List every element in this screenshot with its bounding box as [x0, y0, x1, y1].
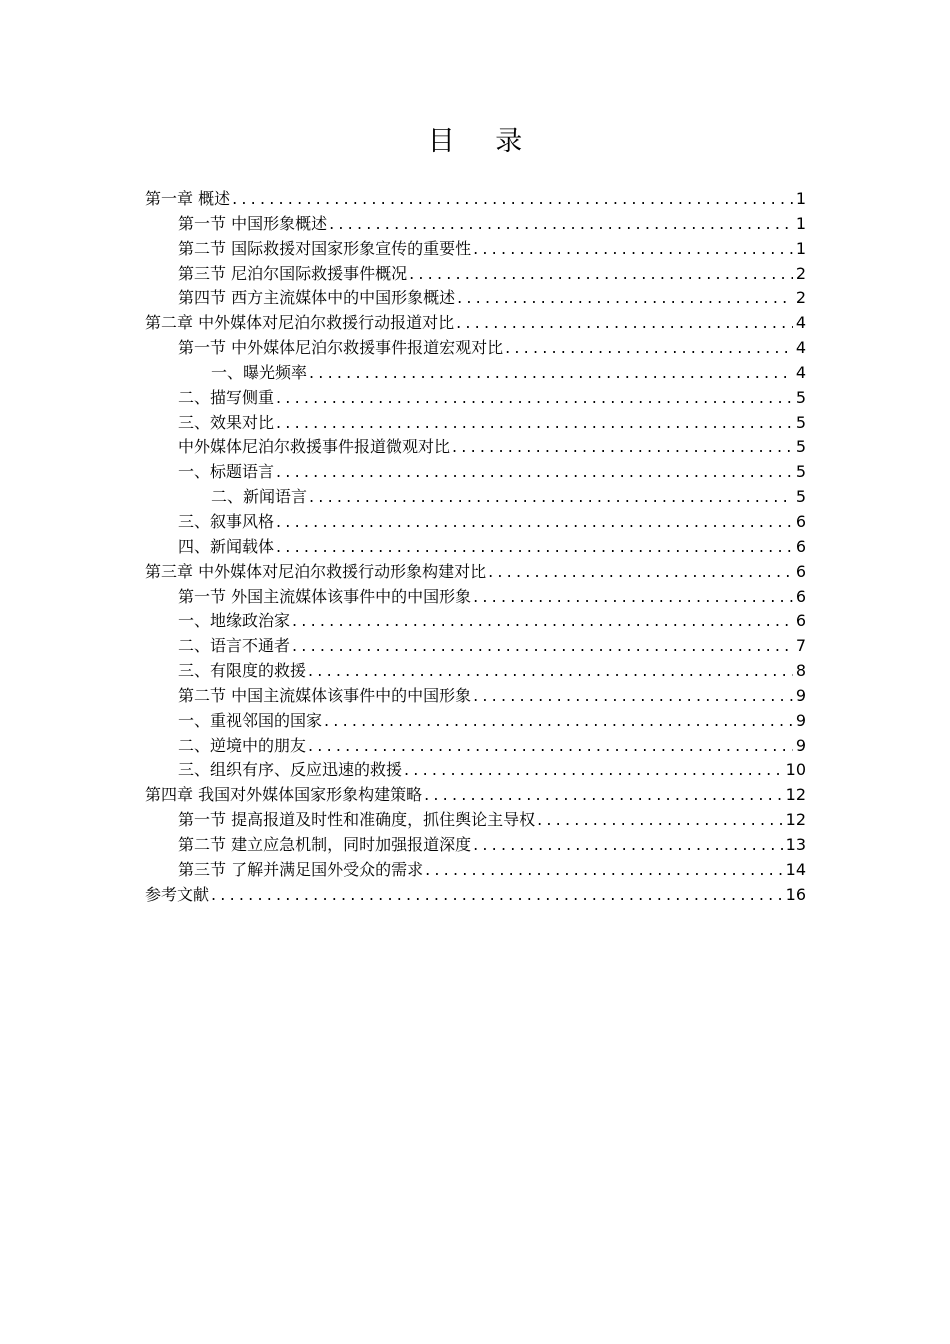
- toc-entry[interactable]: [145, 361, 806, 386]
- toc-entry-page-number: 6: [795, 611, 806, 631]
- toc-dot-leader: [276, 386, 793, 411]
- toc-entry-page-number: 2: [795, 288, 806, 308]
- toc-entry-label: 参考文献: [145, 884, 210, 904]
- toc-entry-label: 四、新闻载体: [178, 536, 275, 556]
- toc-dot-leader: [308, 734, 793, 759]
- toc-entry-label: 三、有限度的救援: [178, 661, 307, 681]
- toc-entry[interactable]: [145, 883, 806, 908]
- toc-entry-label: 一、标题语言: [178, 462, 275, 482]
- page-title: 目 录: [427, 126, 539, 157]
- toc-entry-label: 第一节 中外媒体尼泊尔救援事件报道宏观对比: [178, 338, 504, 358]
- toc-entry-label: 第三节 尼泊尔国际救援事件概况: [178, 263, 408, 283]
- toc-entry-label: 三、效果对比: [178, 412, 275, 432]
- toc-entry[interactable]: [145, 634, 806, 659]
- table-of-contents: [145, 187, 806, 907]
- toc-entry[interactable]: [145, 659, 806, 684]
- toc-entry-label: 第一节 外国主流媒体该事件中的中国形象: [178, 586, 472, 606]
- toc-entry-page-number: 5: [795, 462, 806, 482]
- toc-dot-leader: [473, 684, 793, 709]
- toc-entry-page-number: 6: [795, 511, 806, 531]
- toc-entry-page-number: 9: [795, 685, 806, 705]
- toc-entry-page-number: 1: [795, 189, 806, 208]
- toc-entry-page-number: 9: [795, 710, 806, 730]
- toc-entry-page-number: 13: [785, 834, 806, 854]
- toc-entry-page-number: 6: [795, 561, 806, 581]
- toc-dot-leader: [425, 858, 783, 883]
- toc-entry-label: 第四章 我国对外媒体国家形象构建策略: [145, 785, 423, 805]
- toc-entry[interactable]: [145, 585, 806, 610]
- toc-entry-page-number: 1: [795, 213, 806, 233]
- toc-entry-label: 第三章 中外媒体对尼泊尔救援行动形象构建对比: [145, 561, 487, 581]
- toc-entry[interactable]: [145, 336, 806, 361]
- toc-dot-leader: [424, 783, 783, 808]
- toc-entry-label: 三、组织有序、反应迅速的救援: [178, 760, 403, 780]
- toc-dot-leader: [473, 833, 783, 858]
- toc-entry-page-number: 4: [795, 313, 806, 333]
- toc-entry[interactable]: [145, 237, 806, 262]
- toc-entry[interactable]: [145, 734, 806, 759]
- toc-dot-leader: [276, 535, 793, 560]
- toc-dot-leader: [505, 336, 793, 361]
- toc-dot-leader: [537, 808, 783, 833]
- toc-entry[interactable]: [145, 560, 806, 585]
- toc-entry-label: 第二节 建立应急机制，同时加强报道深度: [178, 834, 472, 854]
- toc-entry-label: 第一节 提高报道及时性和准确度，抓住舆论主导权: [178, 810, 536, 830]
- toc-entry-label: 一、地缘政治家: [178, 611, 291, 631]
- toc-entry-label: 二、描写侧重: [178, 387, 275, 407]
- toc-entry[interactable]: [145, 684, 806, 709]
- toc-entry-label: 第三节 了解并满足国外受众的需求: [178, 859, 424, 879]
- toc-entry-page-number: 5: [795, 487, 806, 507]
- toc-entry[interactable]: [145, 460, 806, 485]
- toc-entry[interactable]: [145, 212, 806, 237]
- toc-dot-leader: [329, 212, 793, 237]
- toc-entry-page-number: 14: [785, 859, 806, 879]
- toc-dot-leader: [457, 286, 793, 311]
- toc-entry[interactable]: [145, 187, 806, 212]
- toc-entry-page-number: 16: [785, 884, 806, 904]
- toc-entry[interactable]: [145, 510, 806, 535]
- toc-entry-page-number: 8: [795, 661, 806, 681]
- toc-entry-label: 二、语言不通者: [178, 636, 291, 656]
- toc-entry-page-number: 5: [795, 387, 806, 407]
- toc-entry[interactable]: [145, 783, 806, 808]
- toc-dot-leader: [488, 560, 793, 585]
- toc-entry[interactable]: [145, 485, 806, 510]
- toc-entry-page-number: 2: [795, 263, 806, 283]
- toc-entry-page-number: 6: [795, 536, 806, 556]
- toc-entry-page-number: 4: [795, 338, 806, 358]
- toc-entry-label: 三、叙事风格: [178, 511, 275, 531]
- toc-entry[interactable]: [145, 286, 806, 311]
- toc-entry[interactable]: [145, 311, 806, 336]
- toc-entry-label: 二、新闻语言: [211, 487, 308, 507]
- toc-entry-label: 第一章 概述: [145, 189, 231, 208]
- toc-dot-leader: [409, 262, 793, 287]
- toc-entry[interactable]: [145, 386, 806, 411]
- toc-dot-leader: [452, 435, 793, 460]
- toc-dot-leader: [308, 659, 793, 684]
- toc-dot-leader: [473, 585, 793, 610]
- toc-entry[interactable]: [145, 609, 806, 634]
- toc-entry-page-number: 7: [795, 636, 806, 656]
- toc-entry-label: 第二节 国际救援对国家形象宣传的重要性: [178, 238, 472, 258]
- toc-entry[interactable]: [145, 758, 806, 783]
- toc-entry[interactable]: [145, 411, 806, 436]
- toc-dot-leader: [211, 883, 783, 908]
- toc-dot-leader: [456, 311, 793, 336]
- toc-dot-leader: [276, 411, 793, 436]
- toc-entry-label: 一、曝光频率: [211, 362, 308, 382]
- toc-entry-page-number: 10: [785, 760, 806, 780]
- toc-entry-label: 第二节 中国主流媒体该事件中的中国形象: [178, 685, 472, 705]
- toc-entry-label: 第二章 中外媒体对尼泊尔救援行动报道对比: [145, 313, 455, 333]
- toc-dot-leader: [232, 187, 793, 212]
- toc-entry[interactable]: [145, 535, 806, 560]
- toc-dot-leader: [473, 237, 793, 262]
- toc-entry-label: 一、重视邻国的国家: [178, 710, 323, 730]
- toc-dot-leader: [292, 609, 793, 634]
- toc-entry-page-number: 12: [785, 785, 806, 805]
- toc-entry-page-number: 6: [795, 586, 806, 606]
- toc-dot-leader: [309, 361, 793, 386]
- toc-entry[interactable]: [145, 858, 806, 883]
- toc-dot-leader: [324, 709, 793, 734]
- toc-entry[interactable]: [145, 435, 806, 460]
- toc-entry-label: 第四节 西方主流媒体中的中国形象概述: [178, 288, 456, 308]
- toc-entry[interactable]: [145, 833, 806, 858]
- toc-dot-leader: [309, 485, 793, 510]
- toc-dot-leader: [276, 460, 793, 485]
- toc-entry-label: 二、逆境中的朋友: [178, 735, 307, 755]
- toc-entry-label: 第一节 中国形象概述: [178, 213, 328, 233]
- toc-dot-leader: [276, 510, 793, 535]
- toc-entry-label: 中外媒体尼泊尔救援事件报道微观对比: [178, 437, 451, 457]
- toc-entry[interactable]: [145, 709, 806, 734]
- toc-entry-page-number: 12: [785, 810, 806, 830]
- toc-dot-leader: [404, 758, 783, 783]
- toc-entry[interactable]: [145, 808, 806, 833]
- toc-entry-page-number: 9: [795, 735, 806, 755]
- toc-entry-page-number: 1: [795, 238, 806, 258]
- toc-dot-leader: [292, 634, 793, 659]
- toc-entry[interactable]: [145, 262, 806, 287]
- toc-entry-page-number: 5: [795, 437, 806, 457]
- toc-entry-page-number: 5: [795, 412, 806, 432]
- toc-entry-page-number: 4: [795, 362, 806, 382]
